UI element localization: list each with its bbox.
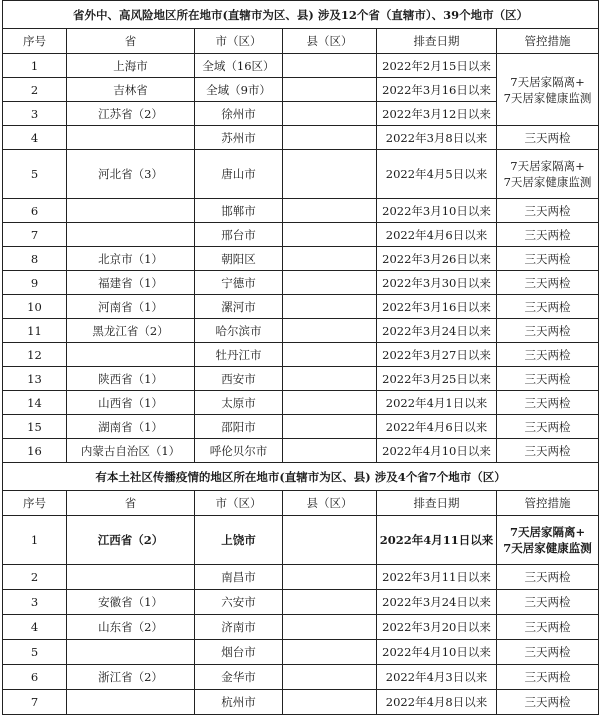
- header-row: [3, 29, 599, 54]
- header-date: 排查日期: [377, 491, 497, 516]
- risk-areas-table: [2, 0, 599, 715]
- province-cell: 江苏省（2）: [67, 102, 195, 126]
- table-row: [3, 690, 599, 715]
- table-row: [3, 415, 599, 439]
- row-number: 3: [3, 102, 67, 126]
- county-cell: [283, 665, 377, 690]
- province-cell: 福建省（1）: [67, 271, 195, 295]
- province-cell: 山西省（1）: [67, 391, 195, 415]
- county-cell: [283, 391, 377, 415]
- section-title: 省外中、高风险地区所在地市(直辖市为区、县) 涉及12个省（直辖市）、39个地市（区）: [3, 1, 599, 29]
- date-cell: 2022年3月25日以来: [377, 367, 497, 391]
- header-city: 市（区）: [195, 29, 283, 54]
- province-cell: 内蒙古自治区（1）: [67, 439, 195, 463]
- province-cell: 吉林省: [67, 78, 195, 102]
- date-cell: 2022年3月10日以来: [377, 199, 497, 223]
- county-cell: [283, 319, 377, 343]
- measure-cell: 三天两检: [497, 223, 599, 247]
- city-cell: 上饶市: [195, 516, 283, 565]
- date-cell: 2022年4月10日以来: [377, 640, 497, 665]
- city-cell: 朝阳区: [195, 247, 283, 271]
- row-number: 12: [3, 343, 67, 367]
- row-number: 13: [3, 367, 67, 391]
- table-row: [3, 615, 599, 640]
- city-cell: 杭州市: [195, 690, 283, 715]
- row-number: 1: [3, 516, 67, 565]
- city-cell: 全域（9市）: [195, 78, 283, 102]
- city-cell: 西安市: [195, 367, 283, 391]
- province-cell: [67, 565, 195, 590]
- county-cell: [283, 54, 377, 78]
- table-row: [3, 665, 599, 690]
- province-cell: 浙江省（2）: [67, 665, 195, 690]
- measure-cell: 三天两检: [497, 295, 599, 319]
- header-province: 省: [67, 491, 195, 516]
- city-cell: 哈尔滨市: [195, 319, 283, 343]
- city-cell: 邯郸市: [195, 199, 283, 223]
- table-row: [3, 367, 599, 391]
- measure-cell: 三天两检: [497, 615, 599, 640]
- table-row: [3, 126, 599, 150]
- row-number: 5: [3, 150, 67, 199]
- county-cell: [283, 690, 377, 715]
- table-row: [3, 516, 599, 565]
- row-number: 7: [3, 690, 67, 715]
- measure-cell: 三天两检: [497, 391, 599, 415]
- row-number: 16: [3, 439, 67, 463]
- row-number: 2: [3, 565, 67, 590]
- measure-cell: 三天两检: [497, 319, 599, 343]
- measure-cell: 7天居家隔离+ 7天居家健康监测: [497, 516, 599, 565]
- measure-cell: 三天两检: [497, 247, 599, 271]
- county-cell: [283, 150, 377, 199]
- city-cell: 烟台市: [195, 640, 283, 665]
- city-cell: 六安市: [195, 590, 283, 615]
- row-number: 2: [3, 78, 67, 102]
- header-city: 市（区）: [195, 491, 283, 516]
- row-number: 11: [3, 319, 67, 343]
- city-cell: 呼伦贝尔市: [195, 439, 283, 463]
- date-cell: 2022年3月16日以来: [377, 295, 497, 319]
- table-row: [3, 565, 599, 590]
- province-cell: 湖南省（1）: [67, 415, 195, 439]
- province-cell: 河北省（3）: [67, 150, 195, 199]
- date-cell: 2022年4月6日以来: [377, 223, 497, 247]
- county-cell: [283, 516, 377, 565]
- province-cell: 陕西省（1）: [67, 367, 195, 391]
- county-cell: [283, 295, 377, 319]
- table-row: [3, 150, 599, 199]
- row-number: 1: [3, 54, 67, 78]
- county-cell: [283, 343, 377, 367]
- city-cell: 太原市: [195, 391, 283, 415]
- city-cell: 邢台市: [195, 223, 283, 247]
- measure-cell: 三天两检: [497, 126, 599, 150]
- date-cell: 2022年4月11日以来: [377, 516, 497, 565]
- measure-cell: 三天两检: [497, 590, 599, 615]
- city-cell: 南昌市: [195, 565, 283, 590]
- date-cell: 2022年3月12日以来: [377, 102, 497, 126]
- county-cell: [283, 640, 377, 665]
- row-number: 9: [3, 271, 67, 295]
- date-cell: 2022年3月11日以来: [377, 565, 497, 590]
- city-cell: 牡丹江市: [195, 343, 283, 367]
- province-cell: 江西省（2）: [67, 516, 195, 565]
- date-cell: 2022年4月5日以来: [377, 150, 497, 199]
- province-cell: [67, 640, 195, 665]
- table-row: [3, 295, 599, 319]
- county-cell: [283, 78, 377, 102]
- row-number: 7: [3, 223, 67, 247]
- header-province: 省: [67, 29, 195, 54]
- measure-cell: 7天居家隔离+ 7天居家健康监测: [497, 150, 599, 199]
- county-cell: [283, 615, 377, 640]
- city-cell: 徐州市: [195, 102, 283, 126]
- county-cell: [283, 247, 377, 271]
- row-number: 6: [3, 665, 67, 690]
- row-number: 8: [3, 247, 67, 271]
- province-cell: [67, 199, 195, 223]
- county-cell: [283, 415, 377, 439]
- measure-cell: 三天两检: [497, 199, 599, 223]
- header-no: 序号: [3, 491, 67, 516]
- date-cell: 2022年3月30日以来: [377, 271, 497, 295]
- table-row: [3, 590, 599, 615]
- city-cell: 金华市: [195, 665, 283, 690]
- measure-cell: 三天两检: [497, 690, 599, 715]
- county-cell: [283, 565, 377, 590]
- date-cell: 2022年4月1日以来: [377, 391, 497, 415]
- measure-cell: 三天两检: [497, 665, 599, 690]
- header-county: 县（区）: [283, 491, 377, 516]
- table-row: [3, 247, 599, 271]
- header-date: 排查日期: [377, 29, 497, 54]
- header-county: 县（区）: [283, 29, 377, 54]
- county-cell: [283, 590, 377, 615]
- province-cell: [67, 343, 195, 367]
- table-row: [3, 439, 599, 463]
- date-cell: 2022年4月10日以来: [377, 439, 497, 463]
- row-number: 6: [3, 199, 67, 223]
- table-row: [3, 319, 599, 343]
- date-cell: 2022年3月24日以来: [377, 319, 497, 343]
- header-row: [3, 491, 599, 516]
- city-cell: 宁德市: [195, 271, 283, 295]
- table-row: [3, 223, 599, 247]
- row-number: 5: [3, 640, 67, 665]
- province-cell: [67, 223, 195, 247]
- table-row: [3, 640, 599, 665]
- province-cell: 安徽省（1）: [67, 590, 195, 615]
- row-number: 4: [3, 615, 67, 640]
- province-cell: [67, 126, 195, 150]
- city-cell: 邵阳市: [195, 415, 283, 439]
- county-cell: [283, 223, 377, 247]
- county-cell: [283, 199, 377, 223]
- measure-cell: 三天两检: [497, 343, 599, 367]
- date-cell: 2022年3月27日以来: [377, 343, 497, 367]
- measure-cell: 三天两检: [497, 367, 599, 391]
- county-cell: [283, 271, 377, 295]
- table-row: [3, 343, 599, 367]
- date-cell: 2022年3月20日以来: [377, 615, 497, 640]
- measure-cell: 三天两检: [497, 271, 599, 295]
- province-cell: 上海市: [67, 54, 195, 78]
- table-row: [3, 271, 599, 295]
- province-cell: 山东省（2）: [67, 615, 195, 640]
- province-cell: [67, 690, 195, 715]
- row-number: 4: [3, 126, 67, 150]
- table-row: [3, 391, 599, 415]
- date-cell: 2022年3月24日以来: [377, 590, 497, 615]
- measure-cell: 三天两检: [497, 565, 599, 590]
- row-number: 3: [3, 590, 67, 615]
- county-cell: [283, 102, 377, 126]
- header-measure: 管控措施: [497, 29, 599, 54]
- row-number: 14: [3, 391, 67, 415]
- county-cell: [283, 439, 377, 463]
- measure-cell: 三天两检: [497, 415, 599, 439]
- row-number: 10: [3, 295, 67, 319]
- county-cell: [283, 126, 377, 150]
- table-row: [3, 199, 599, 223]
- measure-cell: 7天居家隔离+ 7天居家健康监测: [497, 54, 599, 126]
- province-cell: 北京市（1）: [67, 247, 195, 271]
- header-measure: 管控措施: [497, 491, 599, 516]
- city-cell: 济南市: [195, 615, 283, 640]
- city-cell: 全域（16区）: [195, 54, 283, 78]
- date-cell: 2022年2月15日以来: [377, 54, 497, 78]
- table-row: [3, 54, 599, 78]
- measure-cell: 三天两检: [497, 640, 599, 665]
- city-cell: 漯河市: [195, 295, 283, 319]
- city-cell: 苏州市: [195, 126, 283, 150]
- date-cell: 2022年4月6日以来: [377, 415, 497, 439]
- date-cell: 2022年3月16日以来: [377, 78, 497, 102]
- date-cell: 2022年3月8日以来: [377, 126, 497, 150]
- city-cell: 唐山市: [195, 150, 283, 199]
- measure-cell: 三天两检: [497, 439, 599, 463]
- section-title: 有本土社区传播疫情的地区所在地市(直辖市为区、县) 涉及4个省7个地市（区）: [3, 463, 599, 491]
- header-no: 序号: [3, 29, 67, 54]
- date-cell: 2022年4月3日以来: [377, 665, 497, 690]
- province-cell: 黑龙江省（2）: [67, 319, 195, 343]
- row-number: 15: [3, 415, 67, 439]
- section-title-row: [3, 463, 599, 491]
- province-cell: 河南省（1）: [67, 295, 195, 319]
- date-cell: 2022年4月8日以来: [377, 690, 497, 715]
- county-cell: [283, 367, 377, 391]
- date-cell: 2022年3月26日以来: [377, 247, 497, 271]
- section-title-row: [3, 1, 599, 29]
